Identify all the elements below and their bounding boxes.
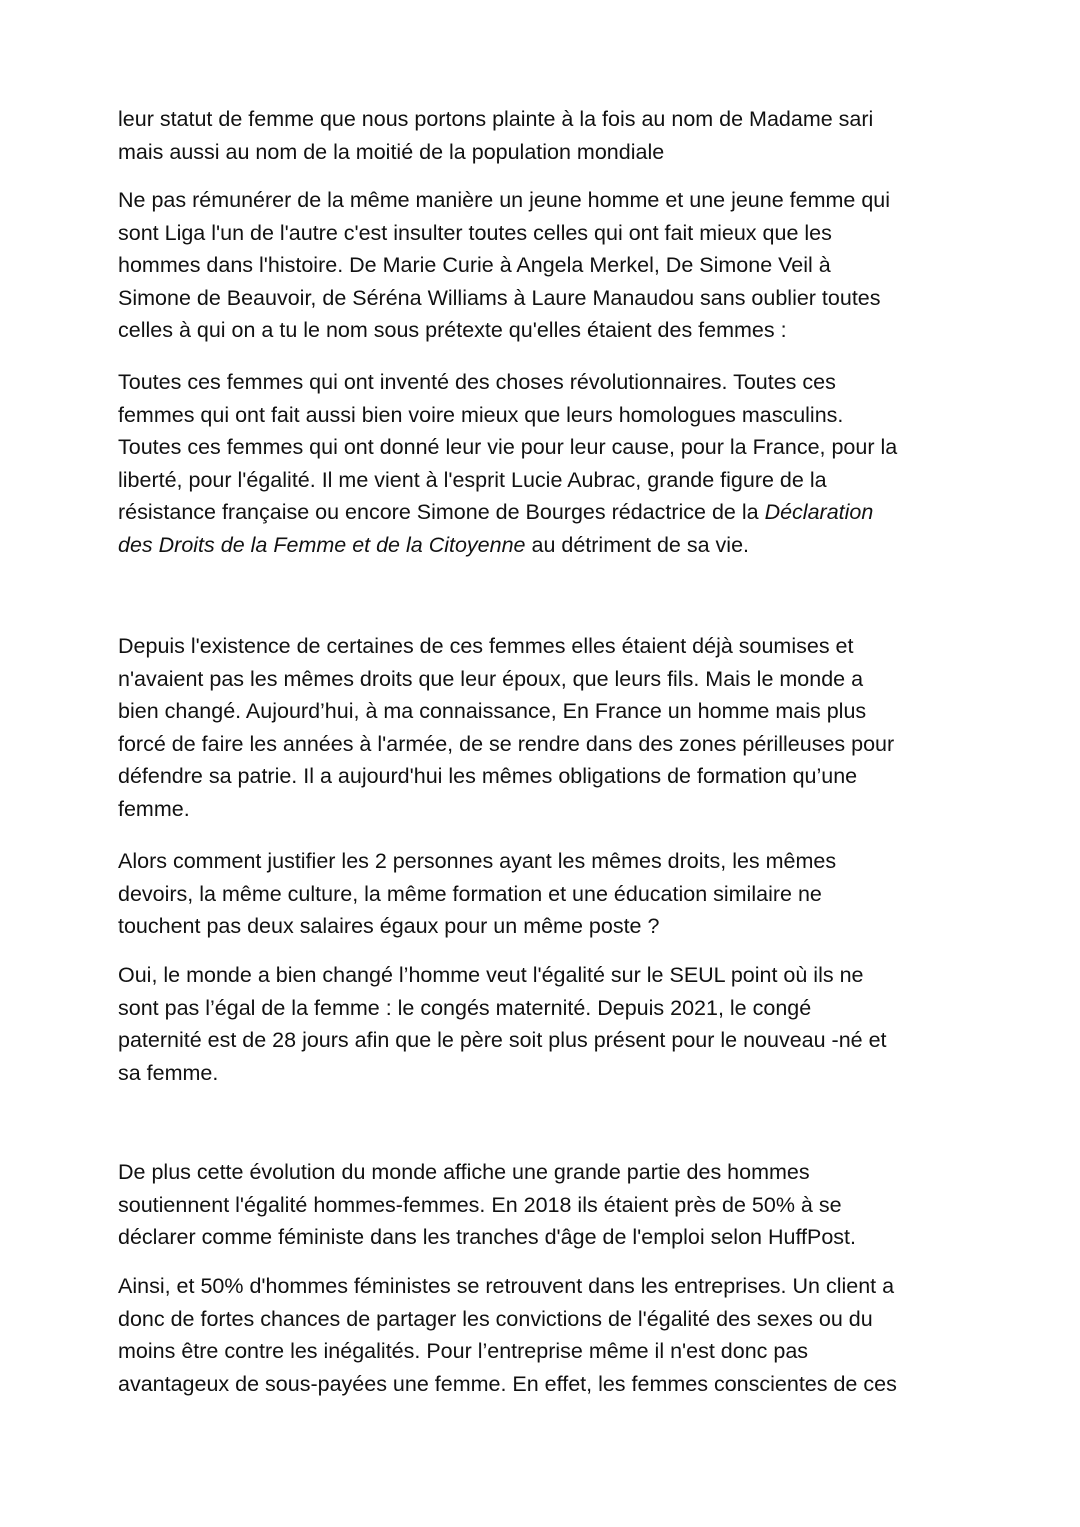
text-line: Ne pas rémunérer de la même manière un jeune homme et une jeune femme qui <box>118 188 891 212</box>
italic-title: Déclaration <box>764 500 874 525</box>
text-line: moins être contre les inégalités. Pour l’entreprise même il n'est donc pas <box>118 1339 809 1364</box>
text-line: avantageux de sous-payées une femme. En effet, les femmes conscientes de ces <box>118 1371 897 1396</box>
text-line: femme. <box>118 796 190 821</box>
italic-title: des Droits de la Femme et de la Citoyenne <box>118 532 526 557</box>
text-line: Toutes ces femmes qui ont inventé des choses révolutionnaires. Toutes ces <box>118 370 836 394</box>
text-line: bien changé. Aujourd’hui, à ma connaissance, En France un homme mais plus <box>118 699 867 724</box>
paragraph-6 <box>118 959 968 1089</box>
text-line: celles à qui on a tu le nom sous prétexte qu'elles étaient des femmes : <box>118 318 787 343</box>
text-line: hommes dans l'histoire. De Marie Curie à Angela Merkel, De Simone Veil à <box>118 253 831 278</box>
text-line: Simone de Beauvoir, de Séréna Williams à Laure Manaudou sans oublier toutes <box>118 285 881 310</box>
text-line: De plus cette évolution du monde affiche une grande partie des hommes <box>118 1160 810 1184</box>
text-line: sont pas l’égal de la femme : le congés maternité. Depuis 2021, le congé <box>118 995 812 1020</box>
text-line: soutiennent l'égalité hommes-femmes. En 2018 ils étaient près de 50% à se <box>118 1192 842 1217</box>
text-line: défendre sa patrie. Il a aujourd'hui les mêmes obligations de formation qu’une <box>118 764 858 789</box>
text-line: Ainsi, et 50% d'hommes féministes se retrouvent dans les entreprises. Un client a <box>118 1274 895 1298</box>
text-line <box>118 529 968 562</box>
text-line: forcé de faire les années à l'armée, de se rendre dans des zones périlleuses pour <box>118 731 895 756</box>
text-line: donc de fortes chances de partager les convictions de l'égalité des sexes ou du <box>118 1306 873 1331</box>
text-line: n'avaient pas les mêmes droits que leur époux, que leurs fils. Mais le monde a <box>118 666 864 691</box>
text-line <box>118 496 968 529</box>
text-line: liberté, pour l'égalité. Il me vient à l'esprit Lucie Aubrac, grande figure de la <box>118 467 827 492</box>
text-line: sont Liga l'un de l'autre c'est insulter toutes celles qui ont fait mieux que les <box>118 220 832 245</box>
text-line: paternité est de 28 jours afin que le père soit plus présent pour le nouveau -né et <box>118 1028 887 1053</box>
paragraph-8 <box>118 1270 968 1400</box>
text-run: au détriment de sa vie. <box>525 532 749 557</box>
text-line: Alors comment justifier les 2 personnes ayant les mêmes droits, les mêmes <box>118 849 837 873</box>
text-line: sa femme. <box>118 1060 219 1085</box>
text-line: Depuis l'existence de certaines de ces femmes elles étaient déjà soumises et <box>118 634 854 658</box>
paragraph-4 <box>118 630 968 826</box>
text-line: leur statut de femme que nous portons plainte à la fois au nom de Madame sari <box>118 107 874 131</box>
paragraph-3 <box>118 366 968 562</box>
paragraph-1 <box>118 103 968 168</box>
text-line: déclarer comme féministe dans les tranches d'âge de l'emploi selon HuffPost. <box>118 1225 856 1250</box>
text-line: Toutes ces femmes qui ont donné leur vie pour leur cause, pour la France, pour la <box>118 435 898 460</box>
paragraph-2 <box>118 184 968 347</box>
text-line: mais aussi au nom de la moitié de la population mondiale <box>118 139 665 164</box>
text-line: Oui, le monde a bien changé l’homme veut l'égalité sur le SEUL point où ils ne <box>118 963 864 987</box>
text-line: femmes qui ont fait aussi bien voire mieux que leurs homologues masculins. <box>118 402 844 427</box>
text-line: touchent pas deux salaires égaux pour un même poste ? <box>118 914 660 939</box>
paragraph-5 <box>118 845 968 943</box>
paragraph-7 <box>118 1156 968 1254</box>
text-line: devoirs, la même culture, la même formation et une éducation similaire ne <box>118 881 822 906</box>
text-run: résistance française ou encore Simone de Bourges rédactrice de la <box>118 500 765 525</box>
